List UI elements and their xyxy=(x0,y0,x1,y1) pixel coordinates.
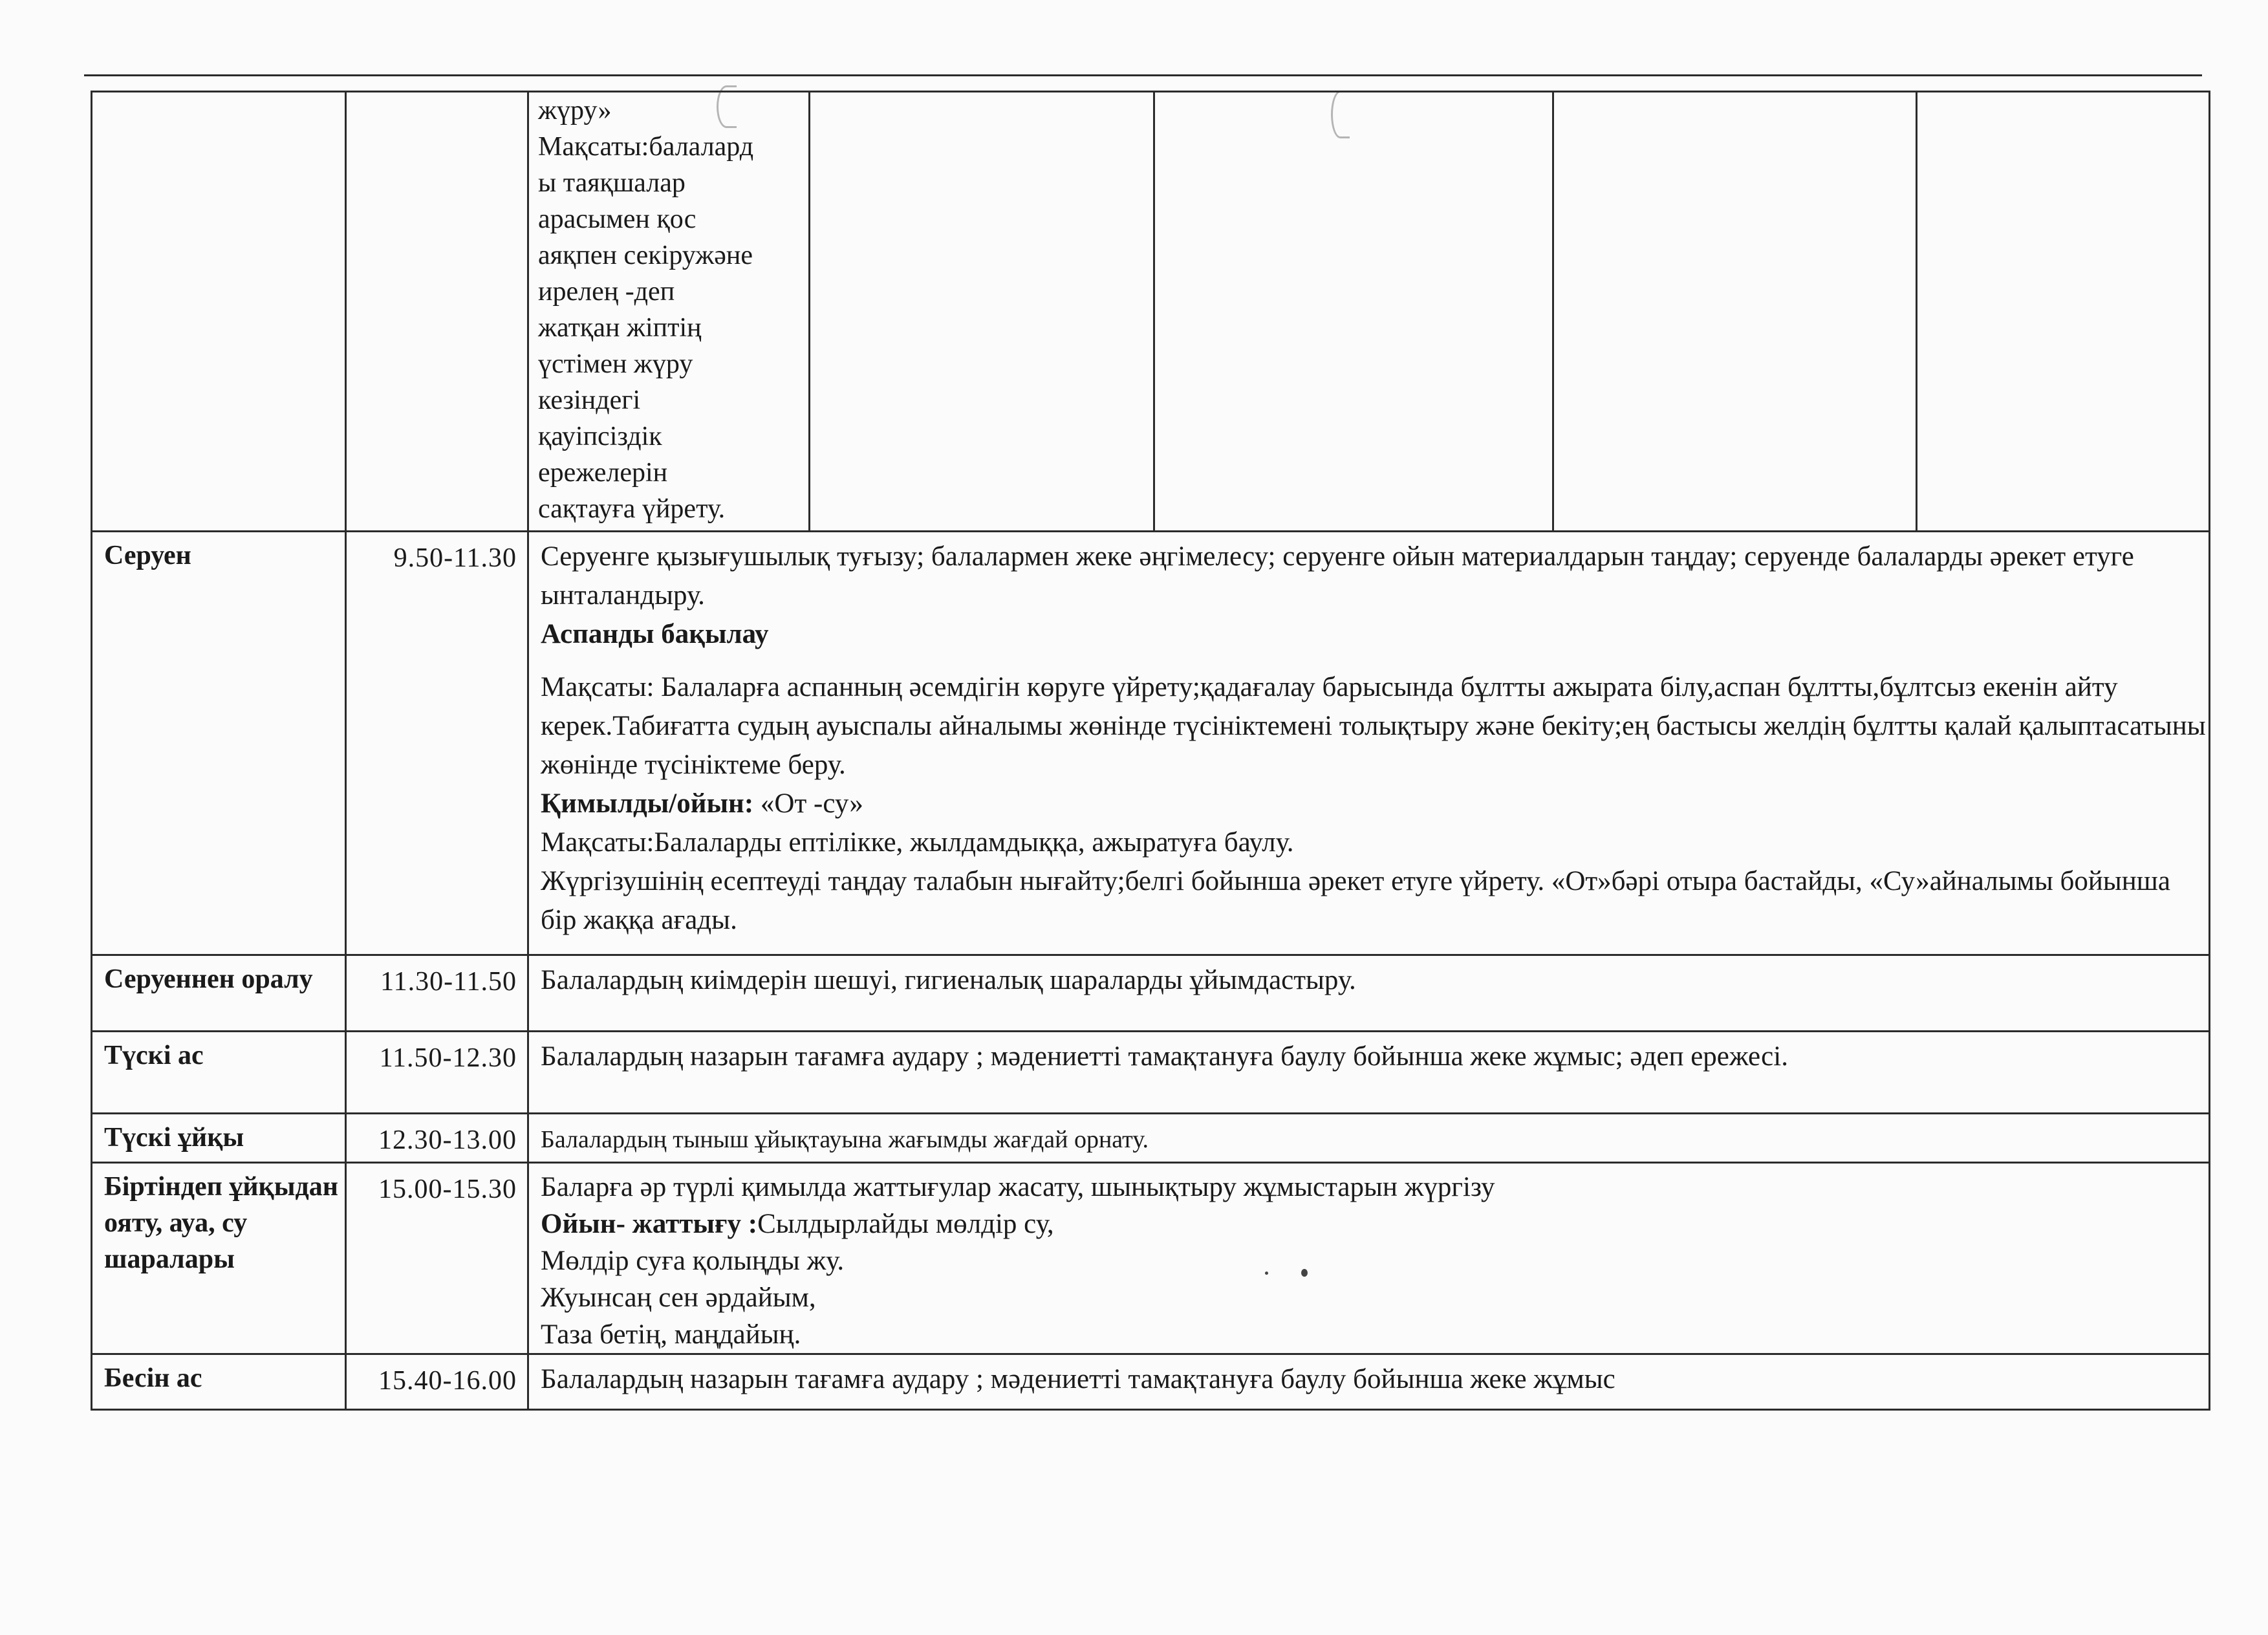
walk-time: 9.50-11.30 xyxy=(346,532,528,955)
wake-text: Баларға әр түрлі қимылда жаттығулар жасату, шынықтыру жұмыстарын жүргізу xyxy=(541,1172,1495,1202)
walk-content xyxy=(528,532,2210,955)
nap-text: Балалардың тыныш ұйықтауына жағымды жағдай орнату. xyxy=(528,1114,2210,1163)
snack-time: 15.40-16.00 xyxy=(346,1354,528,1410)
empty-cell xyxy=(1154,92,1553,532)
snack-row xyxy=(92,1354,2210,1410)
exercise-line: Мөлдір суға қолыңды жу. xyxy=(541,1246,845,1276)
nap-row xyxy=(92,1114,2210,1163)
continued-line: ы таяқшалар xyxy=(538,168,686,198)
return-time: 11.30-11.50 xyxy=(346,955,528,1032)
empty-cell xyxy=(1917,92,2210,532)
continued-line: кезіндегі xyxy=(538,385,641,415)
wake-content xyxy=(528,1163,2210,1354)
game-name: «От -су» xyxy=(760,788,863,819)
empty-cell xyxy=(1553,92,1917,532)
schedule-table xyxy=(91,91,2210,1411)
continued-line: Мақсаты:балалард xyxy=(538,132,754,162)
continued-goal-cell xyxy=(528,92,810,532)
return-text: Балалардың киімдерін шешуі, гигиеналық шараларды ұйымдастыру. xyxy=(528,955,2210,1032)
exercise-line: Сылдырлайды мөлдір су, xyxy=(757,1209,1054,1239)
continued-line: сақтауға үйрету. xyxy=(538,494,726,524)
wake-label: Біртіндеп ұйқыдан ояту, ауа, су шаралары xyxy=(92,1163,346,1354)
empty-cell xyxy=(810,92,1154,532)
lunch-text: Балалардың назарын тағамға аудару ; мәдениетті тамақтануға баулу бойынша жеке жұмыс; әдеп ережесі. xyxy=(528,1032,2210,1114)
lunch-label: Түскі ас xyxy=(92,1032,346,1114)
game-rules: Жүргізушінің есептеуді таңдау талабын нығайту;белгі бойынша әрекет етуге үйрету. «От»бәрі отыра бастайды, «Су»айналымы бойынша бір жаққа ағады. xyxy=(541,866,2170,935)
wake-time: 15.00-15.30 xyxy=(346,1163,528,1354)
continued-line: жүру» xyxy=(538,96,612,125)
continued-line: арасымен қос xyxy=(538,204,697,234)
return-row xyxy=(92,955,2210,1032)
return-label: Серуеннен оралу xyxy=(92,955,346,1032)
exercise-line: Таза бетің, маңдайың. xyxy=(541,1319,801,1350)
continued-line: аяқпен секіружәне xyxy=(538,241,753,270)
continued-line: ережелерін xyxy=(538,458,668,488)
lunch-time: 11.50-12.30 xyxy=(346,1032,528,1114)
snack-text: Балалардың назарын тағамға аудару ; мәдениетті тамақтануға баулу бойынша жеке жұмыс xyxy=(528,1354,2210,1410)
observation-title: Аспанды бақылау xyxy=(541,619,769,649)
walk-label: Серуен xyxy=(92,532,346,955)
empty-cell xyxy=(92,92,346,532)
nap-label: Түскі ұйқы xyxy=(92,1114,346,1163)
continued-row xyxy=(92,92,2210,532)
exercise-label: Ойын- жаттығу : xyxy=(541,1209,758,1239)
continued-line: жатқан жіптің xyxy=(538,313,702,343)
continued-line: қауіпсіздік xyxy=(538,422,662,451)
walk-row xyxy=(92,532,2210,955)
empty-cell xyxy=(346,92,528,532)
exercise-line: Жуынсаң сен әрдайым, xyxy=(541,1283,816,1313)
continued-line: үстімен жүру xyxy=(538,349,693,379)
walk-intro: Серуенге қызығушылық туғызу; балалармен жеке әңгімелесу; серуенге ойын материалдарын таңдау; серуенде балаларды әрекет етуге ынталандыру. xyxy=(541,541,2134,611)
lunch-row xyxy=(92,1032,2210,1114)
snack-label: Бесін ас xyxy=(92,1354,346,1410)
observation-text: Мақсаты: Балаларға аспанның әсемдігін көруге үйрету;қадағалау барысында бұлтты ажырата білу,аспан бұлтты,бұлтсыз екенін айту керек.Табиғатта судың ауыспалы айналымы жөнінде түсініктемені толықтыру және бекіту;ең бастысы желдің бұлтты қалай қалыптасатыны жөнінде түсініктеме беру. xyxy=(541,672,2206,780)
continued-line: ирелең -деп xyxy=(538,277,675,307)
page-border-top xyxy=(84,74,2202,76)
wake-row xyxy=(92,1163,2210,1354)
game-goal: Мақсаты:Балаларды ептілікке, жылдамдыққа, ажыратуға баулу. xyxy=(541,827,1294,858)
game-label: Қимылды/ойын: xyxy=(541,788,754,819)
nap-time: 12.30-13.00 xyxy=(346,1114,528,1163)
